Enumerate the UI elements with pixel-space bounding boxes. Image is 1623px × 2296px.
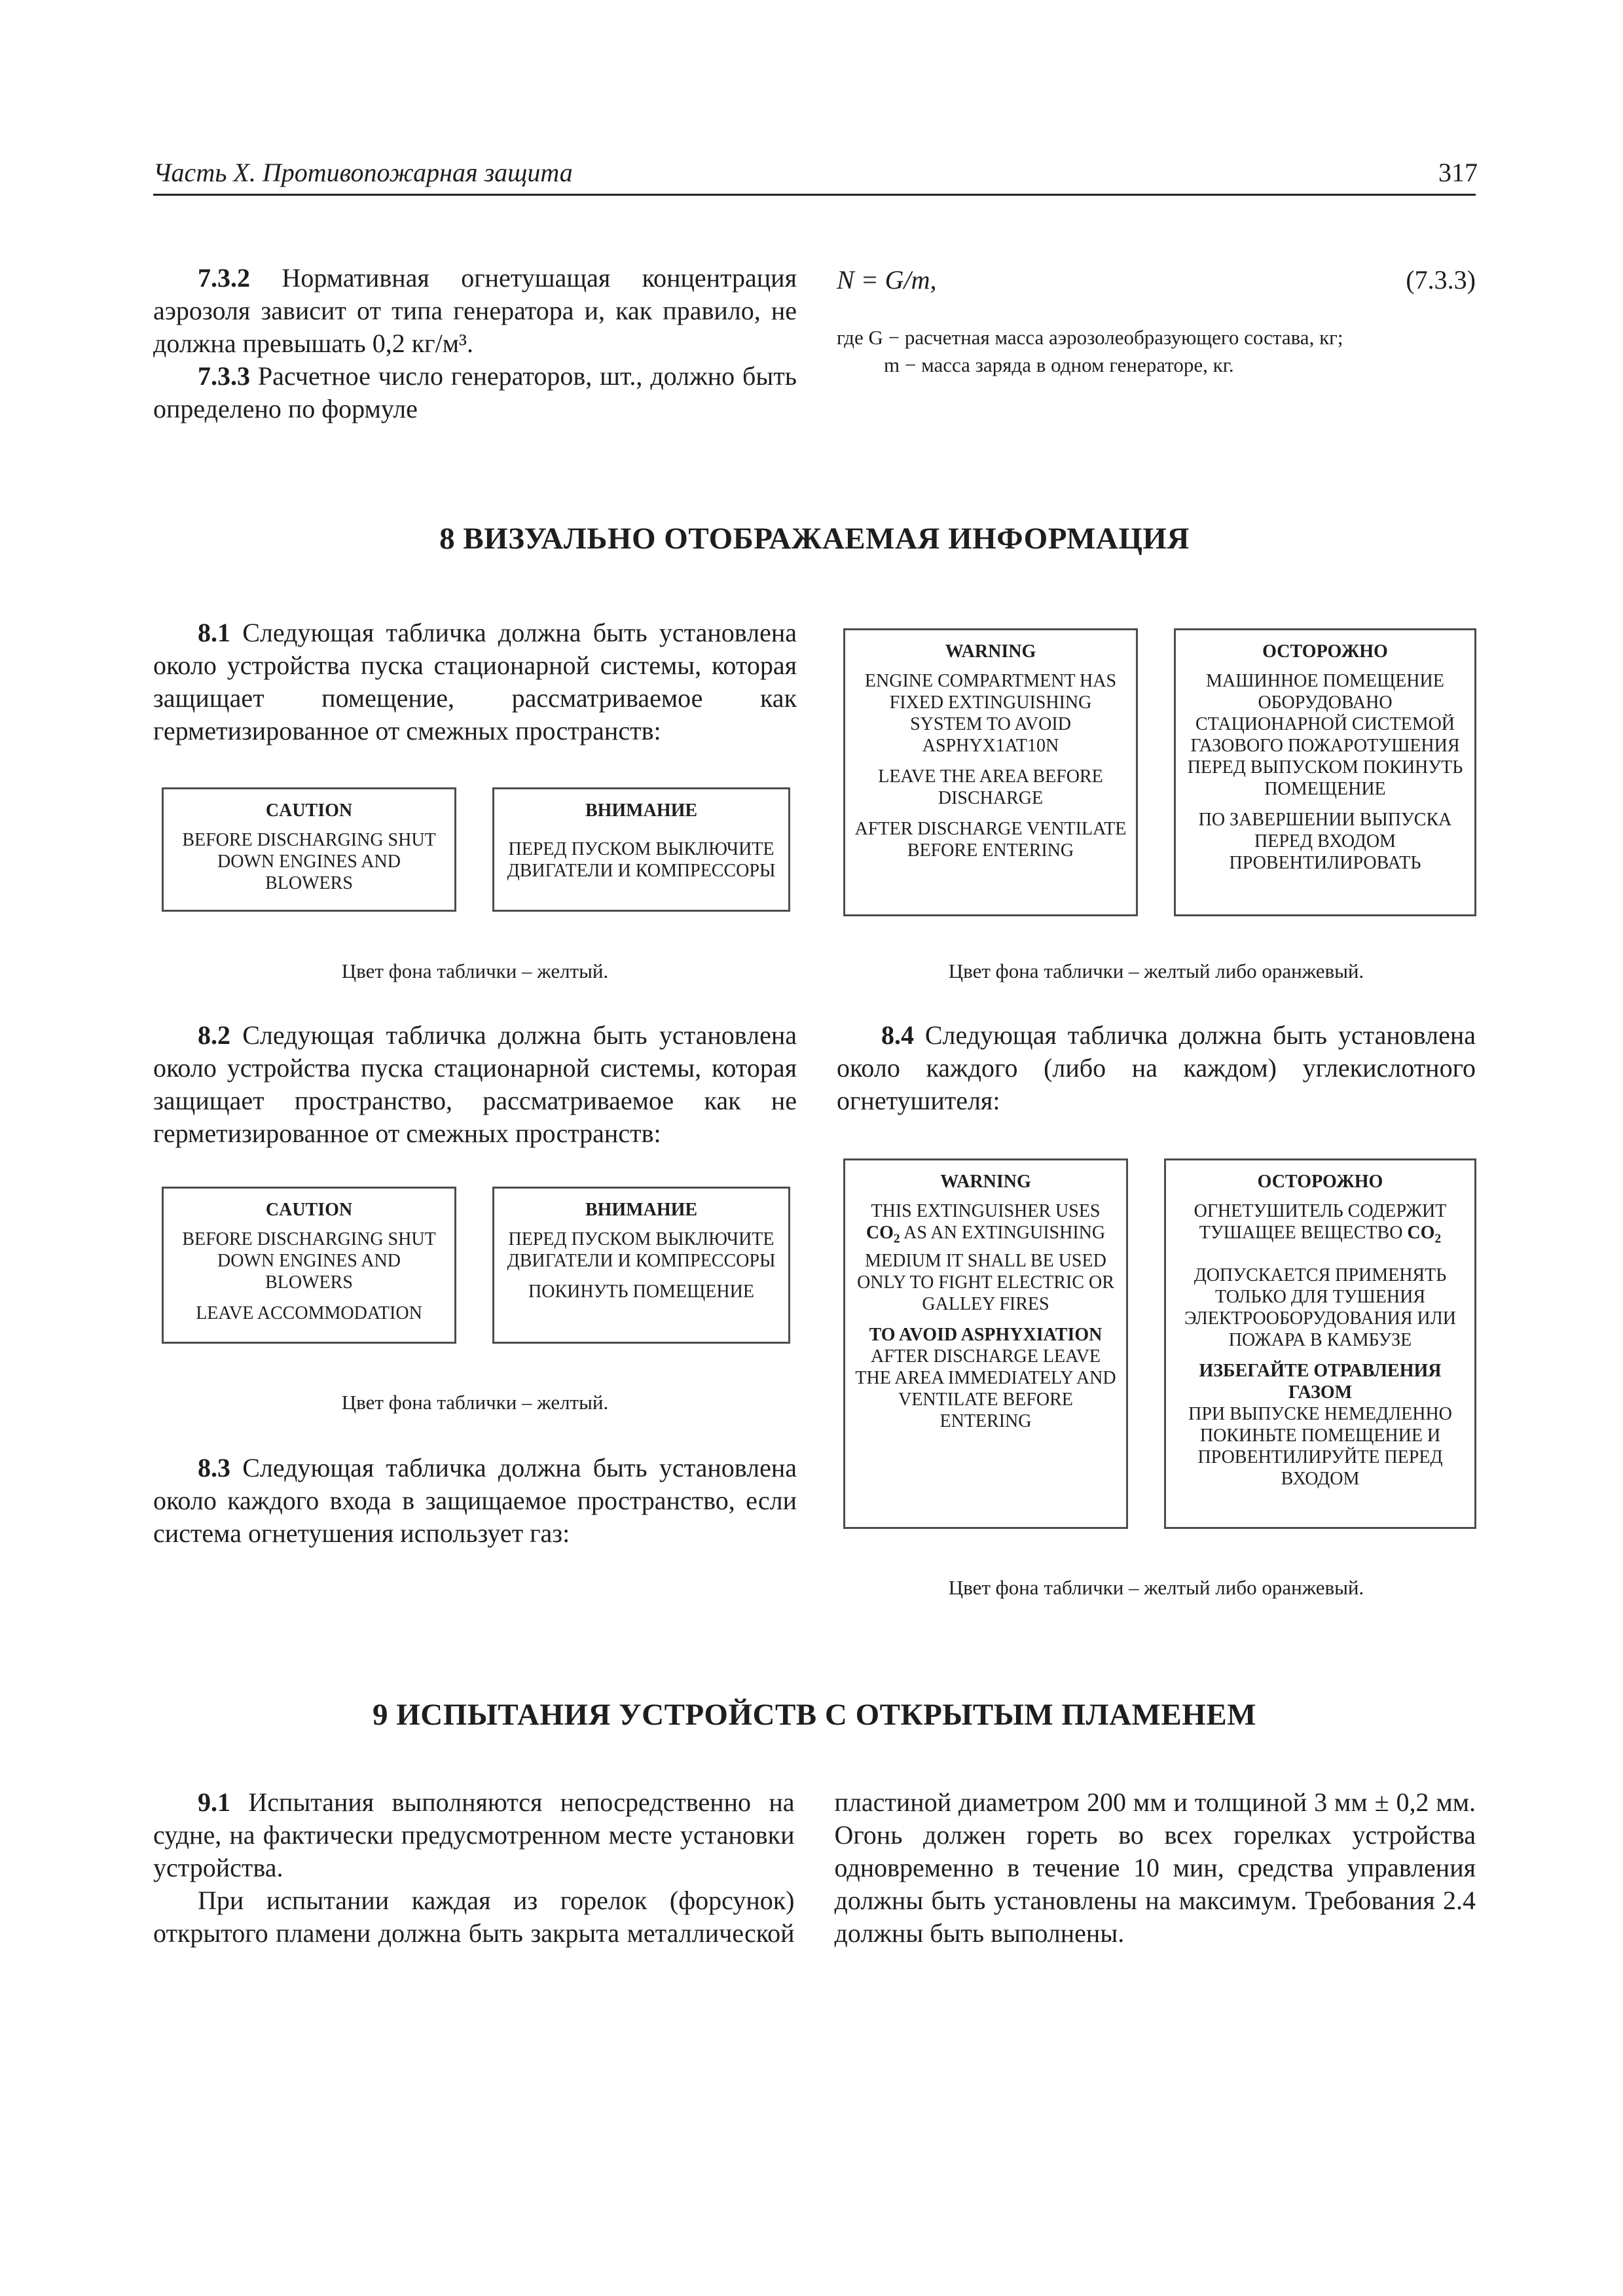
paragraph-text: Следующая табличка должна быть установлена около каждого (либо на каждом) углекислотного огнетушителя: (837, 1020, 1476, 1115)
sign-text-2: TO AVOID ASPHYXIATION (869, 1324, 1103, 1345)
sign-warning-en-4 (843, 1158, 1128, 1529)
paragraphs-7-3 (153, 262, 797, 425)
sign-text-2: LEAVE THE AREA BEFORE DISCHARGE (878, 766, 1103, 808)
caption-plate-4: Цвет фона таблички – желтый либо оранжевый. (948, 1576, 1364, 1599)
paragraph-text: Следующая табличка должна быть установлена около устройства пуска стационарной системы, которая защищает помещение, рассматриваемое как герметизированное от смежных пространств: (153, 618, 797, 745)
sign-text: BEFORE DISCHARGING SHUT DOWN ENGINES AND BLOWERS (182, 830, 436, 893)
sign-text-1: ENGINE COMPARTMENT HAS FIXED EXTINGUISHING SYSTEM TO AVOID ASPHYX1AT10N (864, 671, 1117, 756)
sign-heading: WARNING (940, 1172, 1031, 1192)
running-header-title: Часть X. Противопожарная защита (153, 158, 573, 187)
paragraph-text: Расчетное число генераторов, шт., должно быть определено по формуле (153, 361, 797, 423)
formula-expression: N = G/m, (837, 265, 937, 295)
sign-text-1: ПЕРЕД ПУСКОМ ВЫКЛЮЧИТЕ ДВИГАТЕЛИ И КОМПРЕССОРЫ (507, 1229, 776, 1271)
legend-m: m − масса заряда в одном генераторе, кг. (884, 353, 1234, 376)
sign-text-3: ИЗБЕГАЙТЕ ОТРАВЛЕНИЯ ГАЗОМ (1199, 1360, 1442, 1403)
sign-heading: CAUTION (265, 800, 353, 821)
formula-legend (837, 324, 1476, 379)
section-9-title: 9 ИСПЫТАНИЯ УСТРОЙСТВ С ОТКРЫТЫМ ПЛАМЕНЕМ (372, 1698, 1257, 1732)
sign-heading: ВНИМАНИЕ (585, 1200, 698, 1220)
paragraph-8-3 (153, 1452, 797, 1550)
paragraph-7-3-3 (153, 360, 797, 425)
sign-caution-en-1 (162, 787, 456, 912)
paragraph-8-4 (837, 1019, 1476, 1117)
formula-number: (7.3.3) (1406, 265, 1476, 295)
sign-caution-ru-2 (492, 1187, 790, 1344)
sign-caution-en-2 (162, 1187, 456, 1344)
paragraph-7-3-2 (153, 262, 797, 360)
formula-7-3-3 (837, 264, 1476, 297)
paragraph-number: 7.3.2 (198, 263, 250, 293)
sign-text: ПЕРЕД ПУСКОМ ВЫКЛЮЧИТЕ ДВИГАТЕЛИ И КОМПРЕССОРЫ (507, 839, 776, 881)
sign-text-2: ДОПУСКАЕТСЯ ПРИМЕНЯТЬ ТОЛЬКО ДЛЯ ТУШЕНИЯ ЭЛЕКТРООБОРУДОВАНИЯ ИЛИ ПОЖАРА В КАМБУЗЕ (1184, 1265, 1456, 1350)
paragraph-9-1 (153, 1786, 795, 1884)
paragraph-text: Следующая табличка должна быть установлена около устройства пуска стационарной системы, которая защищает пространство, рассматриваемое как не герметизированное от смежных пространств: (153, 1020, 797, 1148)
sign-text-4: ПРИ ВЫПУСКЕ НЕМЕДЛЕННО ПОКИНЬТЕ ПОМЕЩЕНИЕ И ПРОВЕНТИЛИРУЙТЕ ПЕРЕД ВХОДОМ (1188, 1403, 1452, 1489)
paragraph-number: 9.1 (198, 1787, 230, 1817)
sign-heading: ОСТОРОЖНО (1257, 1172, 1383, 1192)
paragraph-8-2 (153, 1019, 797, 1150)
sign-caution-ru-1 (492, 787, 790, 912)
section-9-body (153, 1786, 1476, 1969)
header-rule (153, 194, 1476, 196)
sign-text-1: МАШИННОЕ ПОМЕЩЕНИЕ ОБОРУДОВАНО СТАЦИОНАРНОЙ СИСТЕМОЙ ГАЗОВОГО ПОЖАРОТУШЕНИЯ ПЕРЕД ВЫПУСКОМ ПОКИНУТЬ ПОМЕЩЕНИЕ (1187, 671, 1463, 799)
caption-plate-2: Цвет фона таблички – желтый. (341, 1391, 609, 1414)
sign-text-2: ПО ЗАВЕРШЕНИИ ВЫПУСКА ПЕРЕД ВХОДОМ ПРОВЕНТИЛИРОВАТЬ (1198, 810, 1452, 873)
sign-text-2: LEAVE ACCOMMODATION (196, 1303, 422, 1323)
sign-text-1: THIS EXTINGUISHER USES $CO_2$ AS AN EXTINGUISHING MEDIUM IT SHALL BE USED ONLY TO FIGHT ELECTRIC OR GALLEY FIRES (857, 1201, 1114, 1314)
paragraph-number: 8.4 (881, 1020, 914, 1050)
sign-text-3: AFTER DISCHARGE LEAVE THE AREA IMMEDIATELY AND VENTILATE BEFORE ENTERING (855, 1346, 1116, 1431)
sign-text-2: ПОКИНУТЬ ПОМЕЩЕНИЕ (528, 1282, 754, 1302)
caption-plate-1: Цвет фона таблички – желтый. (341, 960, 609, 982)
sign-text-1: ОГНЕТУШИТЕЛЬ СОДЕРЖИТ ТУШАЩЕЕ ВЕЩЕСТВО $CO_2$ (1194, 1201, 1447, 1246)
page-number: 317 (1438, 158, 1478, 187)
paragraph-number: 8.3 (198, 1453, 230, 1482)
sign-heading: CAUTION (265, 1200, 353, 1220)
sign-heading: ОСТОРОЖНО (1262, 641, 1388, 662)
paragraph-text: Следующая табличка должна быть установлена около каждого входа в защищаемое пространство, если система огнетушения использует газ: (153, 1453, 797, 1548)
sign-text-1: BEFORE DISCHARGING SHUT DOWN ENGINES AND BLOWERS (182, 1229, 436, 1293)
caption-plate-3: Цвет фона таблички – желтый либо оранжевый. (948, 960, 1364, 982)
paragraph-text: Нормативная огнетушащая концентрация аэрозоля зависит от типа генератора и, как правило, не должна превышать 0,2 кг/м³. (153, 263, 797, 358)
sign-warning-en-3 (843, 628, 1138, 916)
sign-text-3: AFTER DISCHARGE VENTILATE BEFORE ENTERING (854, 819, 1127, 861)
sign-warning-ru-4 (1164, 1158, 1476, 1529)
paragraph-8-1 (153, 617, 797, 747)
sign-heading: WARNING (945, 641, 1036, 662)
paragraph-9-1-cont: При испытании каждая из горелок (форсунок) открытого пламени должна быть закрыта металлической пластиной диаметром 200 мм и толщиной 3 мм ± 0,2 мм. Огонь должен гореть во всех горелках устройства одновременно в течение 10 мин, средства управления должны быть установлены на максимум. Требования 2.4 должны быть выполнены. (153, 1787, 1476, 1948)
paragraph-number: 7.3.3 (198, 361, 250, 391)
paragraph-number: 8.1 (198, 618, 230, 647)
paragraph-number: 8.2 (198, 1020, 230, 1050)
sign-warning-ru-3 (1174, 628, 1476, 916)
paragraph-text: Испытания выполняются непосредственно на судне, на фактически предусмотренном месте установки устройства. (153, 1787, 795, 1882)
legend-g: где G − расчетная масса аэрозолеобразующего состава, кг; (837, 326, 1343, 349)
sign-heading: ВНИМАНИЕ (585, 800, 698, 821)
section-8-title: 8 ВИЗУАЛЬНО ОТОБРАЖАЕМАЯ ИНФОРМАЦИЯ (439, 522, 1190, 556)
